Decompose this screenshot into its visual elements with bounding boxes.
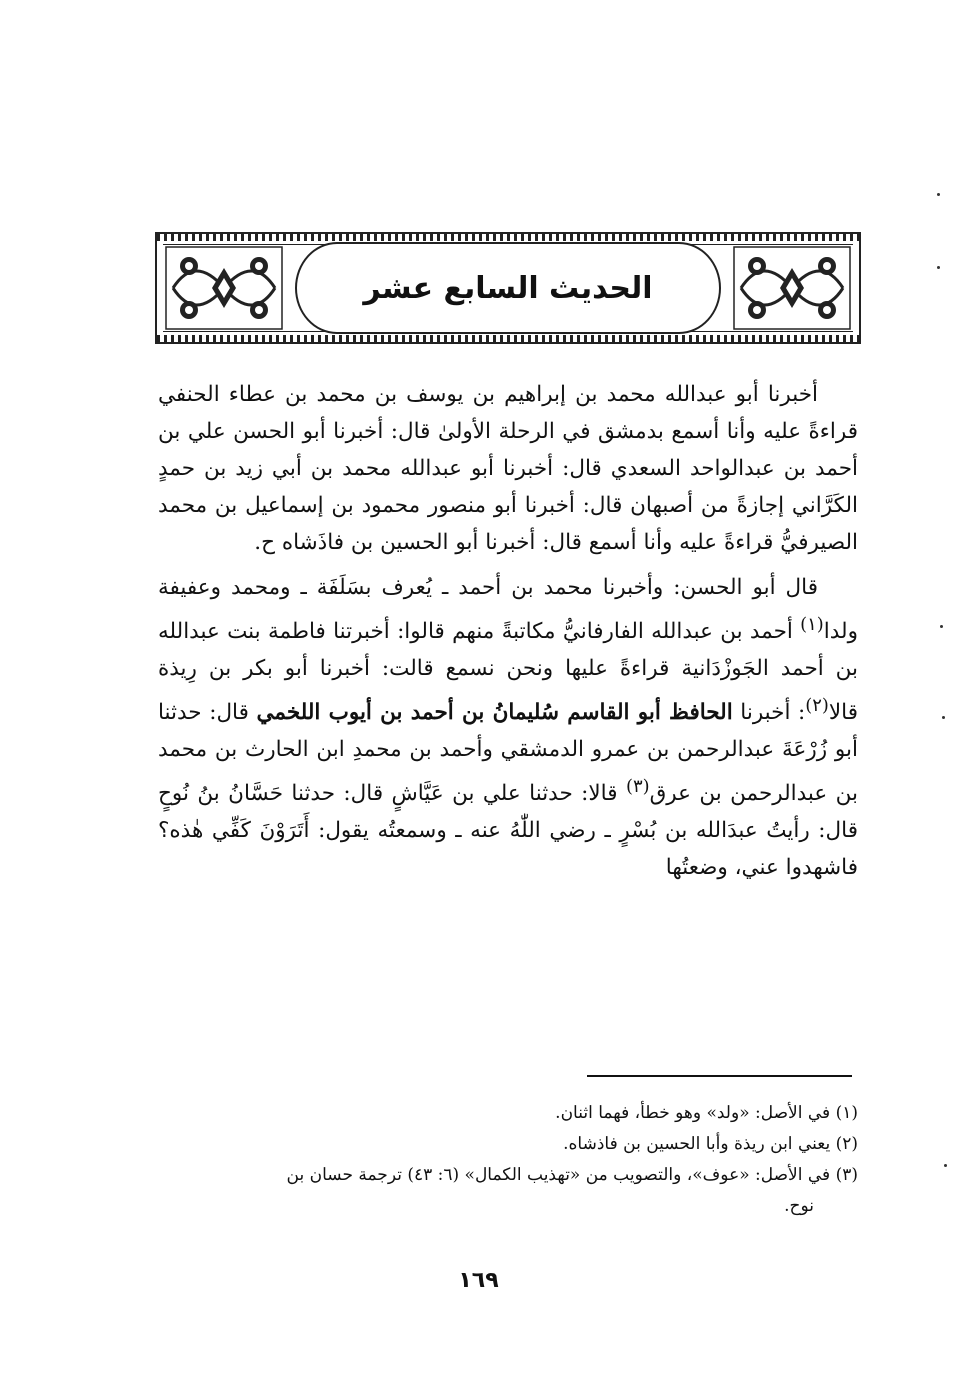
footnote-text: يعني ابن ريذة وأبا الحسين بن فاذشاه.: [563, 1134, 831, 1154]
scan-speck: [937, 193, 940, 196]
footnote-number: (٣): [835, 1165, 858, 1185]
scan-speck: [937, 266, 940, 269]
hadith-text: [158, 376, 858, 886]
text-span: قال أبو الحسن: وأخبرنا محمد بن أحمد ـ يُعرف بسَلَفَة ـ ومحمد وعفيفة ولدا: [158, 575, 858, 645]
title-cartouche: [295, 242, 721, 334]
scan-speck: [942, 716, 945, 719]
footnote-ref-1: (١): [800, 614, 824, 635]
chapter-title: الحديث السابع عشر: [363, 270, 653, 306]
footnote-text: في الأصل: «عوف»، والتصويب من «تهذيب الكمال» (٦: ٤٣) ترجمة حسان بن: [286, 1165, 831, 1185]
text-span: قال: حدثنا أبو زُرْعَةَ عبدالرحمن بن عمرو الدمشقي وأحمد بن محمدِ ابن الحارث بن محمد بن عبدالرحمن بن عرق: [158, 700, 859, 807]
footnote-number: (١): [835, 1103, 858, 1123]
arabesque-ornament-icon: [733, 246, 851, 330]
footnote-text: في الأصل: «ولد» وهو خطأ، فهما اثنان.: [555, 1103, 831, 1123]
footnote-ref-3: (٣): [625, 776, 650, 798]
footnotes: [158, 1098, 858, 1222]
footnote-2: [158, 1129, 858, 1160]
footnote-separator: [587, 1075, 852, 1077]
text-span: : أخبرنا: [732, 700, 806, 726]
footnote-number: (٢): [835, 1134, 858, 1154]
text-span: أحمد بن عبدالله الفارفانيُّ مكاتبةً منهم قالوا: أخبرتنا فاطمة بنت عبدالله بن أحمد الجَوزْدَانية قراءةً عليها ونحن نسمع قالت: أخبرنا أبو بكر بن رِيذة قالا: [158, 619, 858, 726]
paragraph-isnad-2: [158, 569, 858, 886]
footnote-ref-2: (٢): [805, 695, 829, 717]
text-span: قالا: حدثنا علي بن عَيَّاشٍ قال: حدثنا حَسَّانُ بنُ نُوحٍ قال: رأيتُ عبدَالله بن بُسْرٍ ـ رضي اللّٰهُ عنه ـ وسمعتُه يقول: أَتَرَوْنَ كَفِّي هٰذه؟ فاشهدوا عني، وضعتُها: [158, 781, 858, 881]
footnote-3: [158, 1160, 858, 1191]
title-banner: [155, 232, 861, 344]
arabesque-ornament-icon: [165, 246, 283, 330]
page-number: ١٦٩: [458, 1268, 499, 1293]
footnote-3-continued: نوح.: [784, 1196, 814, 1216]
scan-speck: [944, 1164, 947, 1167]
paragraph-isnad-1: أخبرنا أبو عبدالله محمد بن إبراهيم بن يوسف بن محمد بن عطاء الحنفي قراءةً عليه وأنا أسمع بدمشق في الرحلة الأولىٰ قال: أخبرنا أبو الحسن علي بن أحمد بن عبدالواحد السعدي قال: أخبرنا أبو عبدالله محمد بن أبي زيد بن حمدٍ الكَرَّاني إجازةً من أصبهان قال: أخبرنا أبو منصور محمود بن إسماعيل بن محمد الصيرفيُّ قراءةً عليه وأنا أسمع قال: أخبرنا أبو الحسين بن فاذَشاه ح.: [158, 382, 858, 555]
footnote-1: [158, 1098, 858, 1129]
scan-speck: [940, 625, 943, 628]
bold-narrator-name: الحافظ أبو القاسم سُليمانُ بن أحمد بن أيوب اللخمي: [256, 700, 733, 726]
